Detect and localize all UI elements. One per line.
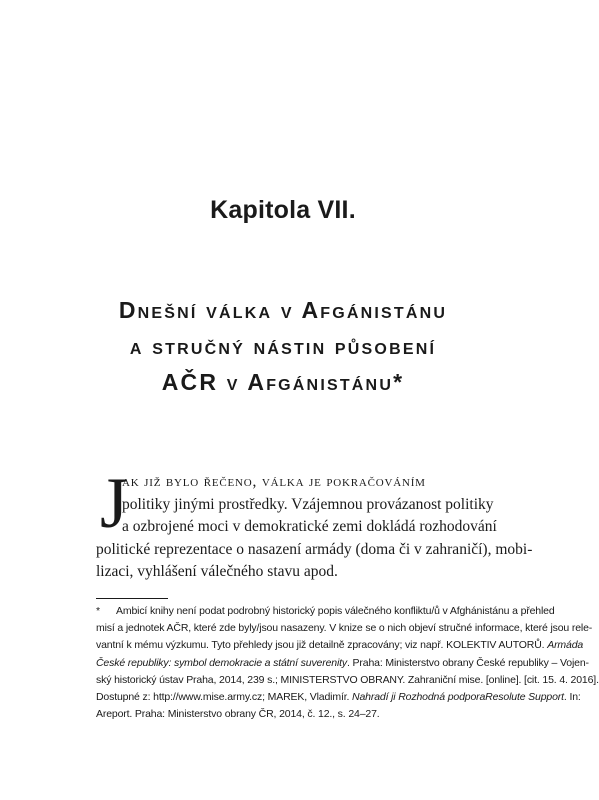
footnote-line: misí a jednotek AČR, které zde byly/jsou nasazeny. V knize se o nich objeví stručné informace, které jsou rele-	[96, 622, 593, 635]
footnote-rule	[96, 598, 168, 599]
chapter-title-line: AČR v Afgánistánu*	[161, 369, 405, 395]
body-line: politiky jinými prostředky. Vzájemnou provázanost politiky	[122, 495, 494, 513]
body-line: lizaci, vyhlášení válečného stavu apod.	[96, 563, 338, 580]
footnote-line	[96, 603, 555, 620]
chapter-label: Kapitola VII.	[210, 196, 356, 224]
footnote-text: Ambicí knihy není podat podrobný historický popis válečného konfliktu/ů v Afghánistánu a přehled	[116, 605, 555, 617]
footnote-marker: *	[96, 605, 100, 617]
footnote-line	[96, 655, 589, 672]
footnote-text: vantní k mému výzkumu. Tyto přehledy jsou již detailně zpracovány; viz např. KOLEKTIV AUTORŮ.	[96, 639, 545, 652]
footnote-line	[96, 637, 584, 654]
body-line: a ozbrojené moci v demokratické zemi dokládá rozhodování	[122, 518, 497, 535]
footnote-italic-title: Nahradí ji Rozhodná podporaResolute Support	[352, 691, 564, 704]
footnote-italic-title: České republiky: symbol demokracie a státní suverenity	[96, 656, 348, 669]
body-paragraph	[96, 463, 533, 584]
footnote-italic-title: Armáda	[547, 639, 584, 652]
footnote-line: ský historický ústav Praha, 2014, 239 s.; MINISTERSTVO OBRANY. Zahraniční mise. [online]. [cit. 15. 4. 2016].	[96, 673, 599, 686]
footnote	[96, 603, 599, 723]
footnote-line	[96, 689, 581, 706]
footnote-text: . In:	[563, 691, 581, 704]
chapter-title-line: Dnešní válka v Afgánistánu	[118, 297, 448, 323]
body-line: ak již bylo řečeno, válka je pokračováním	[122, 473, 426, 490]
footnote-line: Areport. Praha: Ministerstvo obrany ČR, 2014, č. 12., s. 24–27.	[96, 708, 380, 721]
chapter-title-line: a stručný nástin působení	[129, 333, 437, 359]
drop-cap: J	[100, 463, 129, 543]
footnote-text: Dostupné z: http://www.mise.army.cz; MAREK, Vladimír.	[96, 691, 350, 704]
body-line: politické reprezentace o nasazení armády (doma či v zahraničí), mobi-	[96, 540, 533, 558]
chapter-title	[0, 292, 566, 400]
footnote-text: . Praha: Ministerstvo obrany České republiky – Vojen-	[347, 656, 589, 669]
